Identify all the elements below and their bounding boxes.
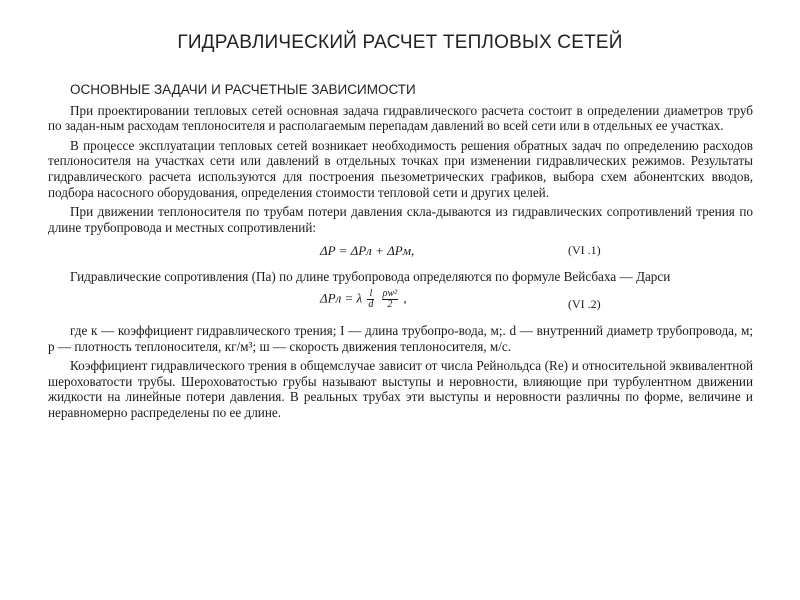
paragraph-4: Гидравлические сопротивления (Па) по длине трубопровода определяются по формуле Вейсбаха — Дарси [70,269,671,285]
formula-2-frac1-den: d [368,298,374,310]
formula-2-fraction-2 [382,289,398,310]
formula-2-frac1-num: l [367,289,374,300]
formula-2-row [48,289,753,323]
formula-2-lhs: ΔPл = λ [320,290,363,306]
formula-1-number: (VI .1) [568,243,601,258]
formula-2-tail: , [403,290,407,306]
section-title: ОСНОВНЫЕ ЗАДАЧИ И РАСЧЕТНЫЕ ЗАВИСИМОСТИ [70,82,416,97]
formula-1: ΔP = ΔPл + ΔPм, [320,243,415,259]
formula-2-frac2-num: ρw² [382,287,398,299]
formula-2 [320,289,407,310]
paragraph-1: При проектировании тепловых сетей основная задача гидравлического расчета состоит в определении диаметров труб по задан-ным расходам теплоносителя и располагаемым перепадам давлений во всей сети или в отдельных ее участках. [48,102,753,134]
formula-2-number: (VI .2) [568,296,601,311]
page-title: ГИДРАВЛИЧЕСКИЙ РАСЧЕТ ТЕПЛОВЫХ СЕТЕЙ [177,32,623,53]
formula-1-row [48,239,753,269]
paragraph-2: В процессе эксплуатации тепловых сетей возникает необходимость решения обратных задач по определению расходов теплоносителя на участках сети или давлений в отдельных точках при изменении гидравлических режимов. Результаты гидравлического расчета используются для построения пьезометрических графиков, выбора схем абонентских вводов, подбора насосного оборудования, определения стоимости тепловой сети и других целей. [48,137,753,200]
paragraph-3: При движении теплоносителя по трубам потери давления скла-дываются из гидравлических сопротивлений трения по длине трубопровода и местных сопротивлений: [48,204,753,235]
paragraph-6: Коэффициент гидравлического трения в общемслучае зависит от числа Рейнольдса (Re) и относительной эквивалентной шероховатости трубы. Шероховатостью грубы называют выступы и неровности, влияющие при турбулентном движении жидкости на линейные потери давления. В реальных трубах эти выступы и неровности различны по форме, величине и неравномерно распределены по ее длине. [48,358,753,420]
paragraph-5: где к — коэффициент гидравлического трения; I — длина трубопро-вода, м;. d — внутренний диаметр трубопровода, м; р — плотность теплоносителя, кг/м³; ш — скорость движения теплоносителя, м/с. [48,322,753,354]
document-body [48,82,753,425]
formula-2-fraction-1 [367,289,374,310]
formula-2-frac2-den: 2 [387,298,393,310]
